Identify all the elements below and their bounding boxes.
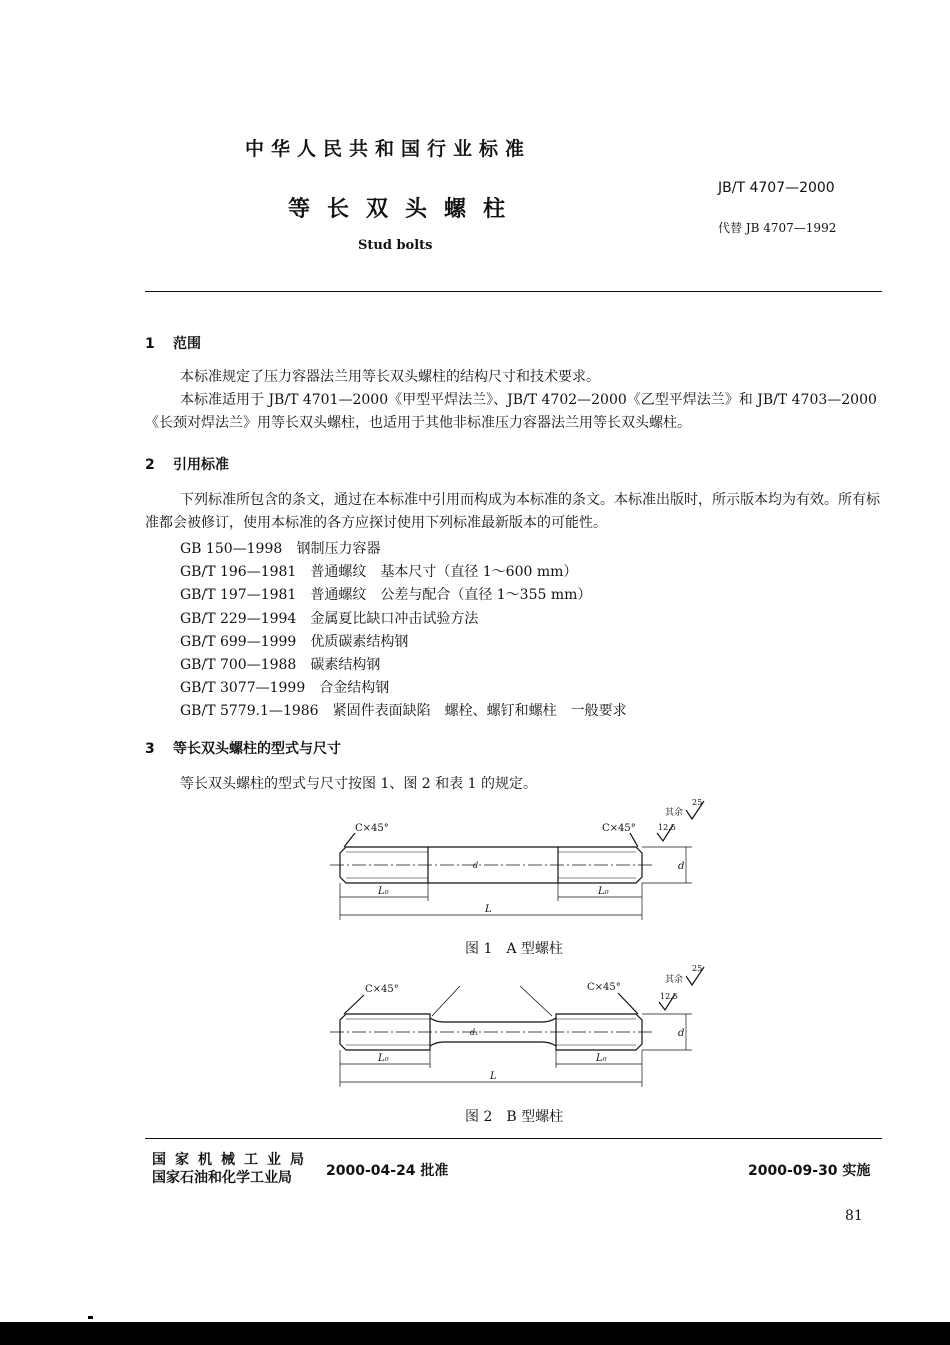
page-number: 81 (845, 1208, 863, 1224)
section-title: 范围 (173, 336, 201, 352)
section-3-paragraph-1: 等长双头螺柱的型式与尺寸按图 1、图 2 和表 1 的规定。 (180, 776, 537, 792)
reference-name: 普通螺纹 基本尺寸（直径 1～600 mm） (310, 564, 578, 581)
reference-item (180, 561, 627, 584)
reference-item (180, 584, 627, 607)
section-3-heading (145, 738, 341, 758)
reference-item (180, 654, 627, 677)
reference-name: 碳素结构钢 (310, 657, 381, 674)
reference-code: GB 150—1998 (180, 541, 283, 557)
reference-name: 普通螺纹 公差与配合（直径 1～355 mm） (310, 587, 592, 604)
scan-mark (88, 1316, 93, 1319)
reference-item (180, 677, 627, 700)
total-length-label: L (490, 1071, 497, 1082)
shank-diameter-label: d₁ (470, 1028, 479, 1037)
reference-code: GB/T 196—1981 (180, 564, 297, 581)
chamfer-label-left: C×45° (365, 984, 399, 995)
implementation-date: 2000-09-30 实施 (748, 1163, 871, 1179)
reference-name: 优质碳素结构钢 (310, 633, 409, 650)
rest-label: 其余 (665, 808, 684, 818)
diameter-label: d (678, 1028, 685, 1039)
rest-roughness-value: 25 (692, 964, 703, 973)
rest-label: 其余 (665, 975, 684, 985)
roughness-value: 12.5 (658, 823, 676, 832)
reference-name: 紧固件表面缺陷 螺栓、螺钉和螺柱 一般要求 (332, 703, 627, 720)
reference-code: GB/T 5779.1—1986 (180, 703, 319, 720)
replaces-note: 代替 JB 4707—1992 (718, 221, 837, 235)
chamfer-label-right: C×45° (602, 823, 636, 834)
header-divider (145, 291, 882, 292)
reference-code: GB/T 699—1999 (180, 633, 297, 650)
reference-code: GB/T 229—1994 (180, 610, 297, 627)
industry-standard-heading: 中华人民共和国行业标准 (245, 138, 532, 160)
section-1-heading (145, 333, 201, 353)
rest-roughness-value: 25 (692, 798, 703, 807)
reference-item (180, 631, 627, 654)
chamfer-label-right: C×45° (587, 982, 621, 993)
reference-item (180, 538, 627, 561)
section-number: 2 (145, 457, 155, 473)
section-title: 等长双头螺柱的型式与尺寸 (173, 741, 341, 757)
section-1-paragraph-2: 本标准适用于 JB/T 4701—2000《甲型平焊法兰》、JB/T 4702—2000《乙型平焊法兰》和 JB/T 4703—2000《长颈对焊法兰》用等长双头螺柱，也适用于其他非标准压力容器法兰用等长双头螺柱。 (145, 392, 877, 431)
thread-length-right: L₀ (598, 886, 609, 897)
reference-code: GB/T 197—1981 (180, 587, 297, 604)
standard-number: JB/T 4707—2000 (718, 180, 835, 196)
reference-name: 金属夏比缺口冲击试验方法 (310, 610, 479, 627)
thread-length-left: L₀ (378, 1053, 389, 1064)
section-1-paragraph-1: 本标准规定了压力容器法兰用等长双头螺柱的结构尺寸和技术要求。 (180, 369, 600, 385)
reference-code: GB/T 700—1988 (180, 657, 297, 674)
issuer: 国家石油和化学工业局 (152, 1170, 292, 1186)
section-number: 1 (145, 336, 155, 352)
scan-border (0, 1322, 950, 1345)
document-subtitle-en: Stud bolts (358, 238, 433, 253)
roughness-value: 12.5 (660, 992, 678, 1001)
figure-1-a-type-stud-drawing (320, 795, 720, 920)
section-2-heading (145, 454, 229, 474)
chamfer-label-left: C×45° (355, 823, 389, 834)
figure-2-b-type-stud-drawing (320, 962, 720, 1102)
reference-name: 钢制压力容器 (296, 541, 381, 557)
reference-name: 合金结构钢 (319, 680, 390, 697)
reference-code: GB/T 3077—1999 (180, 680, 306, 697)
issuing-authorities (152, 1151, 313, 1187)
document-title: 等长双头螺柱 (288, 197, 523, 222)
section-2-paragraph-1: 下列标准所包含的条文，通过在本标准中引用而构成为本标准的条文。本标准出版时，所示版本均为有效。所有标准都会被修订，使用本标准的各方应探讨使用下列标准最新版本的可能性。 (145, 492, 880, 531)
thread-length-right: L₀ (596, 1053, 607, 1064)
thread-length-left: L₀ (378, 886, 389, 897)
figure-1-caption: 图 1 A 型螺柱 (465, 941, 563, 957)
section-title: 引用标准 (173, 457, 229, 473)
footer-divider (145, 1138, 882, 1139)
section-number: 3 (145, 741, 155, 757)
reference-list (180, 538, 627, 724)
reference-item (180, 608, 627, 631)
issuer: 国家机械工业局 (152, 1152, 313, 1168)
shank-diameter-label: d (473, 861, 479, 870)
diameter-label: d (678, 861, 685, 872)
total-length-label: L (485, 904, 492, 915)
figure-2-caption: 图 2 B 型螺柱 (465, 1109, 564, 1125)
approval-date: 2000-04-24 批准 (326, 1163, 449, 1179)
reference-item (180, 700, 627, 723)
